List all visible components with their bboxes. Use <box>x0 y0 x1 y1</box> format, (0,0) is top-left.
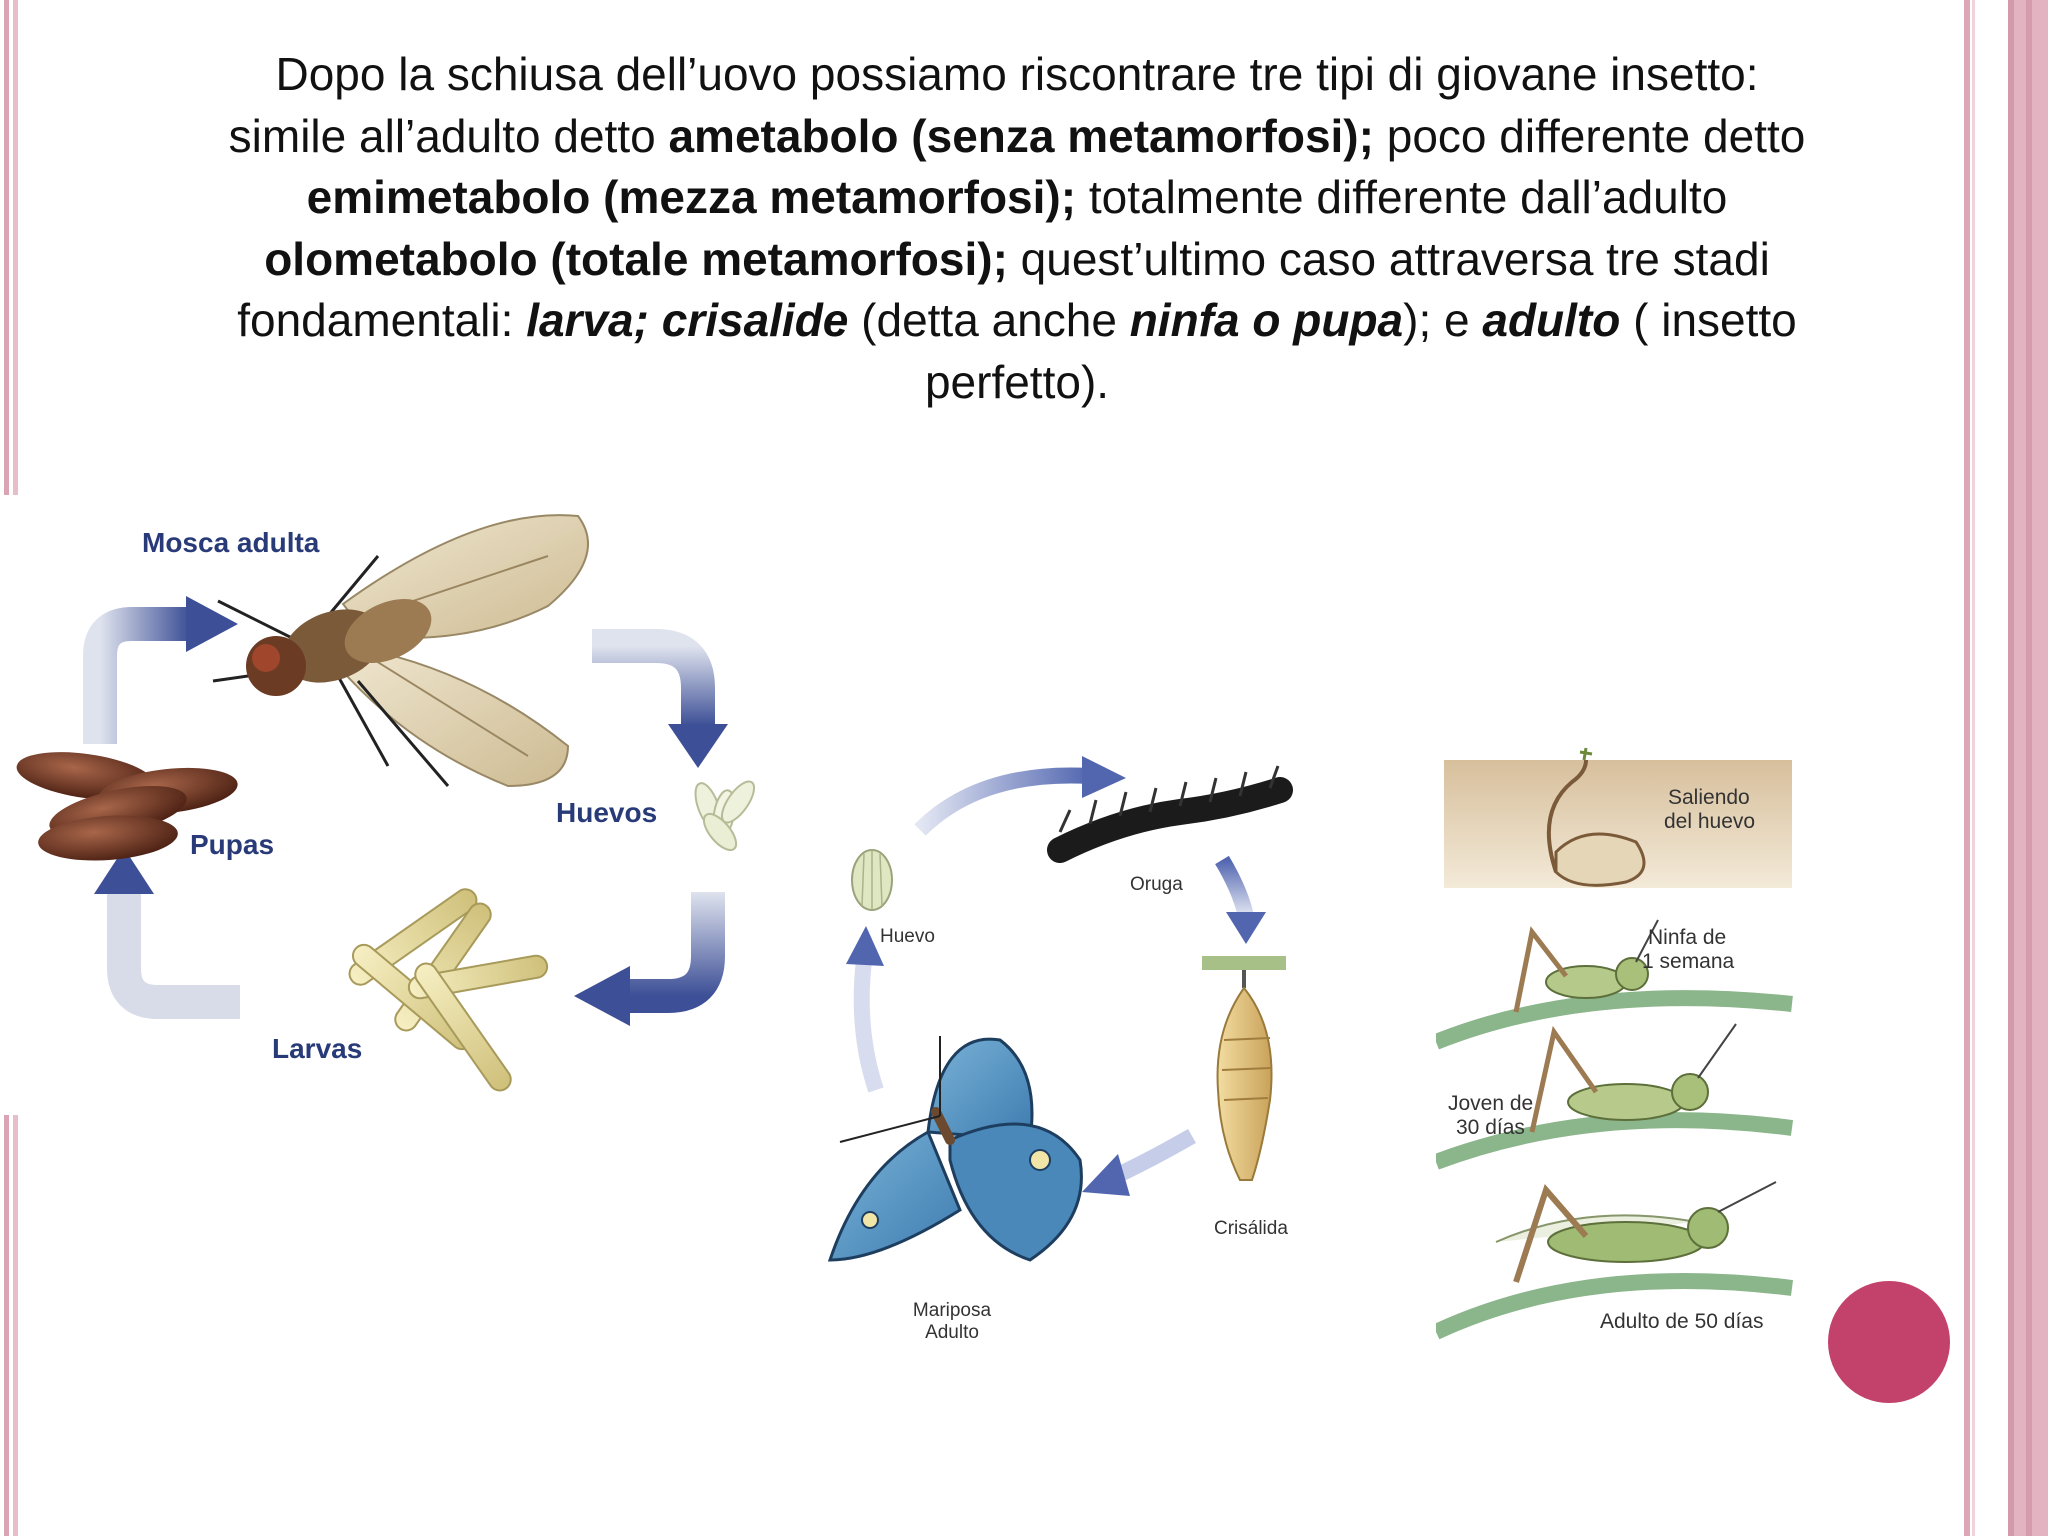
paragraph-run: emimetabolo (mezza metamorfosi); <box>306 171 1077 223</box>
cycle-arrow-icon <box>94 848 240 1002</box>
paragraph-run: Dopo la schiusa dell’uovo possiamo riscontrare tre tipi di giovane insetto: simile all’adulto detto <box>228 48 1759 162</box>
grasshopper-life-cycle-figure <box>1436 742 1802 1354</box>
label-nymph-line1: Ninfa de <box>1648 926 1727 949</box>
paragraph-run: olometabolo (totale metamorfosi); <box>264 232 1008 285</box>
paragraph-run: larva; crisalide <box>526 294 849 346</box>
cycle-arrow-icon <box>592 646 728 768</box>
paragraph-run: quest’ultimo caso attraversa tre stadi fondamentali: <box>237 232 1770 346</box>
cycle-arrow-icon <box>1226 912 1266 944</box>
cycle-arrow-icon <box>862 960 876 1090</box>
branch-shape <box>1436 998 1792 1042</box>
label-hatching-line2: del huevo <box>1664 810 1756 833</box>
right-frame-bars <box>1964 0 2048 1536</box>
label-fly-larvae: Larvas <box>272 1033 363 1064</box>
cycle-arrow-icon <box>1082 756 1126 798</box>
label-hatching-line1: Saliendo <box>1668 786 1750 809</box>
label-butterfly-adult-line2: Adulto <box>925 1322 979 1343</box>
cycle-arrow-icon <box>1082 1154 1130 1196</box>
left-frame-bar-top <box>0 0 22 495</box>
label-butterfly-adult-line1: Mariposa <box>912 1300 992 1321</box>
cycle-arrow-icon <box>846 926 884 966</box>
label-grasshopper-adult: Adulto de 50 días <box>1600 1310 1764 1333</box>
chrysalis-illustration <box>1202 956 1286 1180</box>
label-fly-eggs: Huevos <box>556 797 658 828</box>
fly-larvae-illustration <box>345 885 549 1095</box>
paragraph-run: adulto <box>1482 294 1621 346</box>
paragraph-run: poco differente detto <box>1373 109 1806 162</box>
paragraph-run: totalmente differente dall’adulto <box>1076 171 1728 223</box>
cycle-arrow-icon <box>1116 1136 1192 1176</box>
butterfly-life-cycle-figure <box>800 740 1360 1360</box>
left-frame-bar-bottom <box>0 1115 22 1536</box>
label-chrysalis: Crisálida <box>1214 1218 1288 1239</box>
fly-eggs-illustration <box>690 777 760 856</box>
butterfly-egg-illustration <box>852 850 892 910</box>
fly-life-cycle-figure <box>8 496 788 1116</box>
label-fly-pupae: Pupas <box>190 829 275 860</box>
cycle-arrow-icon <box>1222 860 1246 916</box>
label-nymph-line2: 1 semana <box>1642 950 1735 973</box>
paragraph-run: ( insetto perfetto). <box>924 294 1797 408</box>
intro-paragraph <box>212 44 1822 413</box>
paragraph-run: ); e <box>1403 294 1483 346</box>
label-fly-adult: Mosca adulta <box>142 527 320 558</box>
cycle-arrow-icon <box>100 596 238 744</box>
grasshopper-adult-illustration <box>1496 1182 1776 1282</box>
label-butterfly-egg: Huevo <box>880 926 935 947</box>
accent-circle <box>1828 1281 1950 1403</box>
label-caterpillar: Oruga <box>1130 874 1183 895</box>
label-young-line1: Joven de <box>1448 1092 1534 1115</box>
paragraph-run: ametabolo (senza metamorfosi); <box>668 109 1374 162</box>
paragraph-run: ninfa o pupa <box>1129 294 1404 346</box>
cycle-arrow-icon <box>574 892 708 1026</box>
paragraph-run: (detta anche <box>848 294 1130 346</box>
label-young-line2: 30 días <box>1456 1116 1525 1139</box>
